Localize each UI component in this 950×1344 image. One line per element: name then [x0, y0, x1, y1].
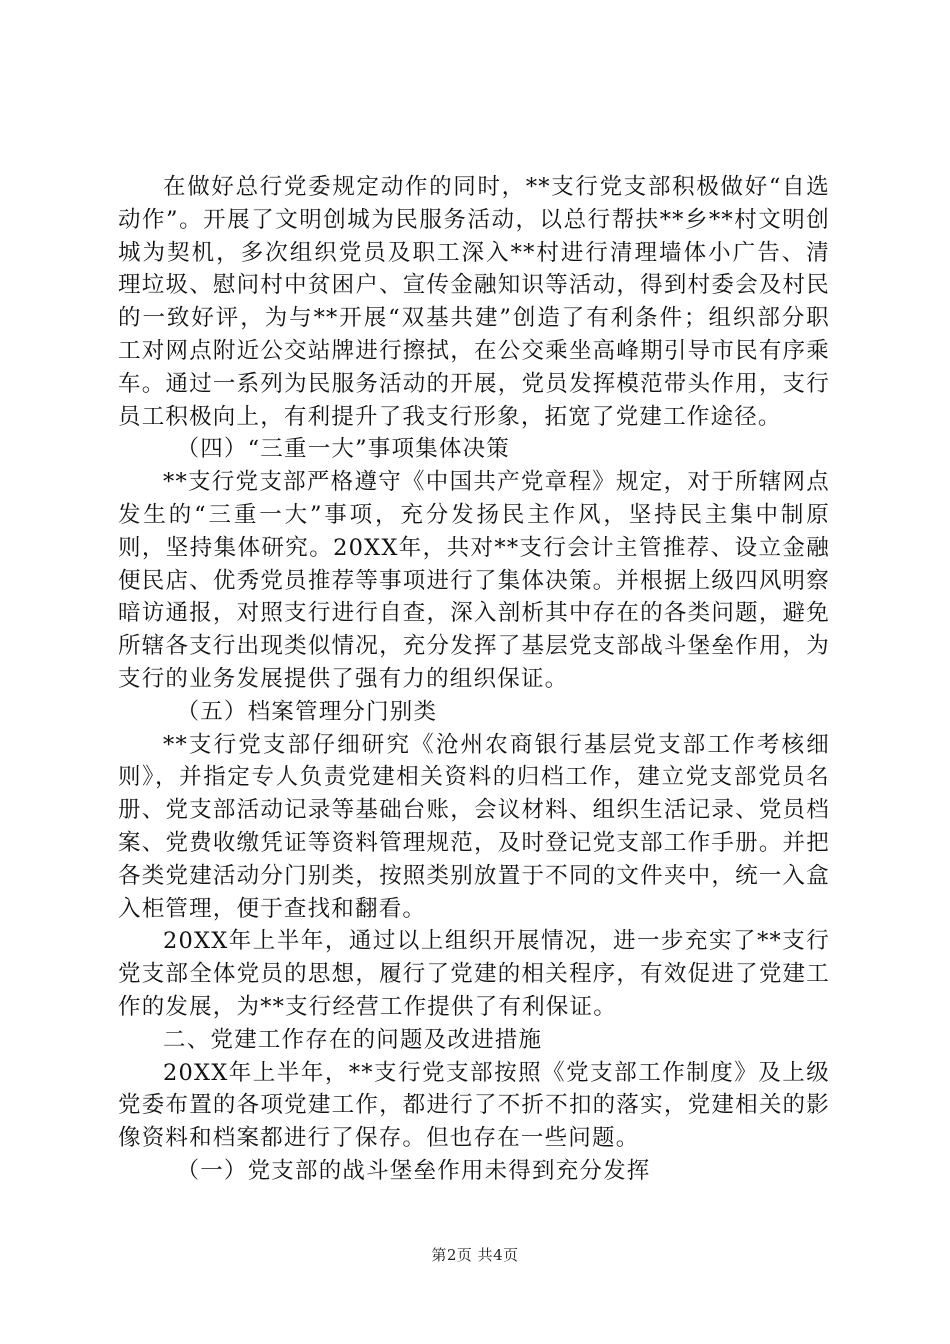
subsection-heading-one: （一）党支部的战斗堡垒作用未得到充分发挥 — [176, 1157, 651, 1184]
paragraph-archive-management: **支行党支部仔细研究《沧州农商银行基层党支部工作考核细则》，并指定专人负责党建相关资料的归档工作，建立党支部党员名册、党支部活动记录等基础台账，会议材料、组织生活记录、党员档案、党费收缴凭证等资料管理规范，及时登记党支部工作手册。并把各类党建活动分门别类，按照类别放置于不同的文件夹中，统一入盒入柜管理，便于查找和翻看。 — [118, 731, 830, 922]
paragraph-service-activities: 在做好总行党委规定动作的同时，**支行党支部积极做好“自选动作”。开展了文明创城为民服务活动，以总行帮扶**乡**村文明创城为契机，多次组织党员及职工深入**村进行清理墙体小广告、清理垃圾、慰问村中贫困户、宣传金融知识等活动，得到村委会及村民的一致好评，为与**开展“双基共建”创造了有利条件；组织部分职工对网点附近公交站牌进行擦拭，在公交乘坐高峰期引导市民有序乘车。通过一系列为民服务活动的开展，党员发挥模范带头作用，支行员工积极向上，有利提升了我支行形象，拓宽了党建工作途径。 — [118, 174, 830, 430]
paragraph-problems-intro: 20XX年上半年，**支行党支部按照《党支部工作制度》及上级党委布置的各项党建工作，都进行了不折不扣的落实，党建相关的影像资料和档案都进行了保存。但也存在一些问题。 — [118, 1059, 830, 1152]
document-body — [118, 171, 830, 1188]
section-heading-four: （四）“三重一大”事项集体决策 — [176, 436, 511, 463]
paragraph-collective-decision: **支行党支部严格遵守《中国共产党章程》规定，对于所辖网点发生的“三重一大”事项，充分发扬民主作风，坚持民主集中制原则，坚持集体研究。20XX年，共对**支行会计主管推荐、设立金融便民店、优秀党员推荐等事项进行了集体决策。并根据上级四风明察暗访通报，对照支行进行自查，深入剖析其中存在的各类问题，避免所辖各支行出现类似情况，充分发挥了基层党支部战斗堡垒作用，为支行的业务发展提供了强有力的组织保证。 — [118, 469, 830, 692]
section-heading-five: （五）档案管理分门别类 — [176, 698, 438, 725]
paragraph-half-year-summary: 20XX年上半年，通过以上组织开展情况，进一步充实了**支行党支部全体党员的思想，履行了党建的相关程序，有效促进了党建工作的发展，为**支行经营工作提供了有利保证。 — [118, 928, 830, 1020]
section-heading-problems: 二、党建工作存在的问题及改进措施 — [163, 1026, 543, 1053]
page-number-footer: 第2页 共4页 — [431, 1246, 519, 1264]
